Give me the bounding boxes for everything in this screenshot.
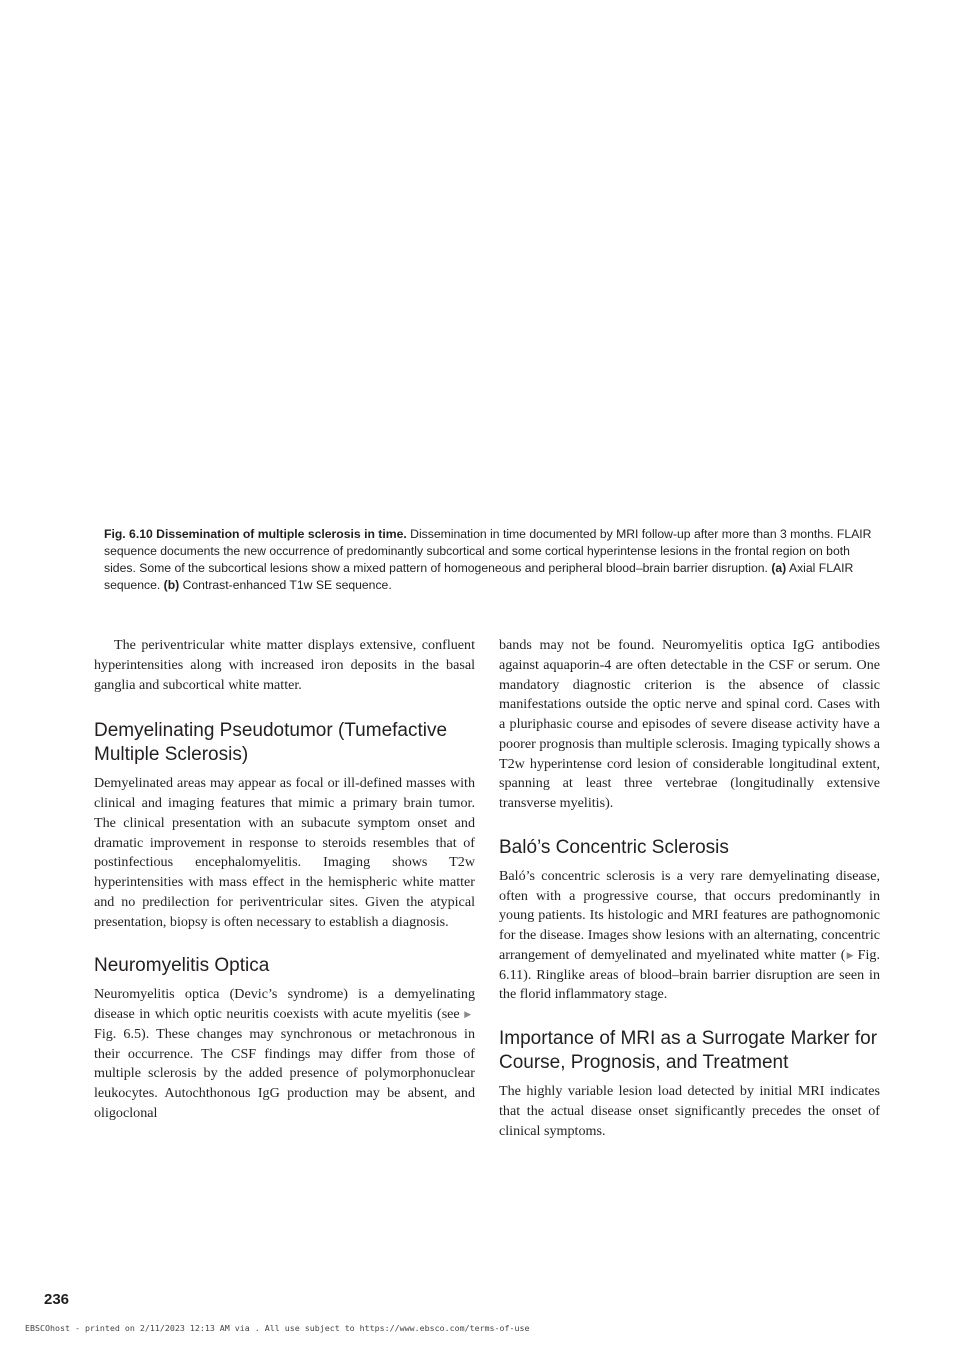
page-number: 236	[44, 1291, 70, 1308]
neuromyelitis-continued-paragraph: bands may not be found. Neuromyelitis optica IgG antibodies against aquaporin-4 are often detectable in the CSF or serum. One mandatory diagnostic criterion is the absence of classic manifestations outside the optic nerve and spinal cord. Cases with a pluriphasic course and episodes of severe disease activity have a poorer prognosis than multiple sclerosis. Imaging typically shows a T2w hyperintense cord lesion of considerable longitudinal extent, spanning at least three vertebrae (longitudinally extensive transverse myelitis).	[499, 637, 880, 811]
neuromyelitis-text-a: Neuromyelitis optica (Devic’s syndrome) is a demyelinating disease in which optic neuritis coexists with acute myelitis (see	[94, 986, 475, 1022]
figure-reference-link[interactable]: Fig. 6.5	[94, 1025, 142, 1042]
figure-caption	[104, 526, 876, 594]
caption-part-b-label: (b)	[163, 578, 180, 592]
right-column	[499, 636, 880, 1141]
balo-paragraph	[499, 867, 880, 1005]
caption-label: Fig. 6.10 Dissemination of multiple sclerosis in time.	[104, 527, 407, 541]
heading-importance-of-mri: Importance of MRI as a Surrogate Marker for Course, Prognosis, and Treatment	[499, 1028, 878, 1073]
caption-part-a-text: Axial FLAIR sequence.	[104, 561, 854, 592]
pseudotumor-paragraph: Demyelinated areas may appear as focal or ill-defined masses with clinical and imaging features that mimic a primary brain tumor. The clinical presentation with an subacute symptom onset and dramatic improvement in response to steroids resembles that of postinfectious encephalomyelitis. Imaging shows T2w hyperintensities with mass effect in the hemispheric white matter and no predilection for periventricular sites. Given the atypical presentation, biopsy is often necessary to establish a diagnosis.	[94, 775, 475, 930]
neuromyelitis-paragraph	[94, 985, 475, 1123]
left-column	[94, 636, 475, 1124]
heading-demyelinating-pseudotumor: Demyelinating Pseudotumor (Tumefactive Multiple Sclerosis)	[94, 720, 448, 766]
footer-notice: EBSCOhost - printed on 2/11/2023 12:13 AM via . All use subject to https://www.ebsco.com/terms-of-use	[25, 1323, 530, 1333]
neuromyelitis-text-b: ). These changes may synchronous or metachronous in their occurrence. The CSF findings may differ from those of multiple sclerosis by the added presence of polymorphonuclear leukocytes. Autochthonous IgG production may be absent, and oligoclonal	[94, 1025, 475, 1121]
figure-reference-link[interactable]: Fig. 6.11	[499, 946, 880, 983]
balo-text-a: Baló’s concentric sclerosis is a very rare demyelinating disease, often with a progressive course, that occurs predominantly in young patients. Its histologic and MRI features are pathognomonic for the disease. Images show lesions with an alternating, concentric arrangement of demyelinated and myelinated white matter (	[499, 867, 880, 963]
intro-paragraph: The periventricular white matter displays extensive, confluent hyperintensities along with increased iron deposits in the basal ganglia and subcortical white matter.	[94, 637, 475, 693]
balo-text-b: ). Ringlike areas of blood–brain barrier disruption are seen in the florid inflammatory stage.	[499, 966, 880, 1003]
figure-area	[95, 30, 880, 510]
figure-reference-arrow-icon: ▶	[845, 949, 855, 960]
heading-balos-concentric-sclerosis: Baló’s Concentric Sclerosis	[499, 836, 729, 858]
figure-reference-arrow-icon: ▶	[464, 1009, 473, 1019]
caption-text: Dissemination in time documented by MRI follow-up after more than 3 months. FLAIR sequence documents the new occurrence of predominantly subcortical and some cortical hyperintense lesions in the frontal region on both sides. Some of the subcortical lesions show a mixed pattern of homogeneous and peripheral blood–brain barrier disruption.	[104, 527, 872, 575]
heading-neuromyelitis-optica: Neuromyelitis Optica	[94, 955, 270, 977]
mri-importance-paragraph: The highly variable lesion load detected by initial MRI indicates that the actual disease onset significantly precedes the onset of clinical symptoms.	[499, 1083, 880, 1139]
caption-part-b-text: Contrast-enhanced T1w SE sequence.	[182, 578, 392, 592]
caption-part-a-label: (a)	[771, 561, 787, 575]
